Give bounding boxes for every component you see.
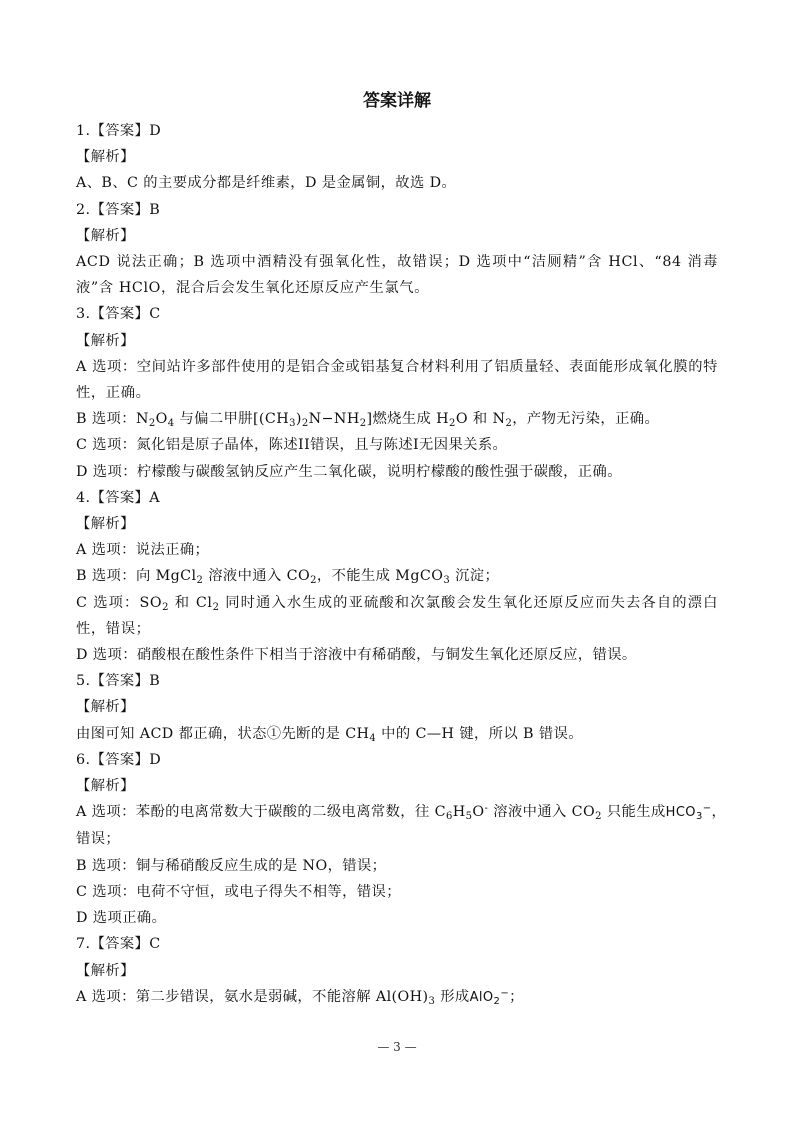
q3-option-b: B 选项：$N_2O_4$ 与偏二甲肼$[(CH_3)_2N-NH_2]$燃烧生成 $H_2O$ 和 $N_2$，产物无污染，正确。	[76, 411, 660, 430]
q4-option-a: A 选项：说法正确；	[76, 542, 210, 559]
q6-option-d: D 选项正确。	[76, 910, 167, 927]
q4-analysis-label: 【解析】	[76, 516, 135, 533]
q6-option-b: B 选项：铜与稀硝酸反应生成的是 NO，错误；	[76, 857, 387, 874]
q6-option-c: C 选项：电荷不守恒，或电子得失不相等，错误；	[76, 883, 401, 900]
q1-text: A、B、C 的主要成分都是纤维素，D 是金属铜，故选 D。	[76, 175, 457, 192]
q6-answer: 6.【答案】D	[76, 751, 162, 768]
q6-analysis-label: 【解析】	[76, 778, 135, 795]
q4-option-d: D 选项：硝酸根在酸性条件下相当于溶液中有稀硝酸，与铜发生氧化还原反应，错误。	[76, 647, 637, 664]
q5-text: 由图可知 ACD 都正确，状态①先断的是 $CH_4$ 中的 C—H 键，所以 B 错误。	[76, 725, 583, 744]
q3-analysis-label: 【解析】	[76, 332, 135, 349]
q6-option-a-cont: 错误；	[76, 831, 121, 848]
aluminate-formula: AlO$_2$−	[469, 987, 510, 1007]
answer-content	[76, 118, 727, 1011]
q2-answer: 2.【答案】B	[76, 201, 161, 218]
q1-analysis-label: 【解析】	[76, 149, 135, 166]
q6-option-a: A 选项：苯酚的电离常数大于碳酸的二级电离常数，往 $C_6H_5O^-$ 溶液中通入 $CO_2$ 只能生成$HCO_3^-$，	[76, 803, 727, 823]
bicarbonate-formula: $HCO_3^-$	[665, 803, 712, 823]
q3-option-a: A 选项：空间站许多部件使用的是铝合金或铝基复合材料利用了铝质量轻、表面能形成氧化膜的特性，正确。	[76, 358, 718, 402]
q5-analysis-label: 【解析】	[76, 699, 135, 716]
page-number: — 3 —	[377, 1040, 417, 1054]
q3-option-d: D 选项：柠檬酸与碳酸氢钠反应产生二氧化碳，说明柠檬酸的酸性强于碳酸，正确。	[76, 463, 622, 480]
q4-answer: 4.【答案】A	[76, 489, 160, 506]
q2-text: ACD 说法正确；B 选项中酒精没有强氧化性，故错误；D 选项中“洁厕精”含 HCl、“84 消毒液”含 HClO，混合后会发生氧化还原反应产生氯气。	[76, 254, 718, 297]
q7-option-a: A 选项：第二步错误，氨水是弱碱，不能溶解 $Al(OH)_3$ 形成AlO$_2$−；	[76, 987, 524, 1007]
q4-option-c: C 选项：$SO_2$ 和 $Cl_2$ 同时通入水生成的亚硫酸和次氯酸会发生氧化还原反应而失去各自的漂白性，错误；	[76, 594, 718, 637]
q5-answer: 5.【答案】B	[76, 673, 161, 690]
q3-answer: 3.【答案】C	[76, 306, 161, 323]
q2-analysis-label: 【解析】	[76, 227, 135, 244]
q7-answer: 7.【答案】C	[76, 936, 161, 953]
q1-answer: 1.【答案】D	[76, 123, 162, 139]
q4-option-b: B 选项：向 MgCl$_2$ 溶液中通入 $CO_2$，不能生成 MgCO$_3$ 沉淀；	[76, 568, 500, 587]
page-title: 答案详解	[363, 91, 431, 111]
q3-option-c: C 选项：氮化铝是原子晶体，陈述II错误，且与陈述I无因果关系。	[76, 437, 508, 454]
q7-analysis-label: 【解析】	[76, 962, 135, 979]
